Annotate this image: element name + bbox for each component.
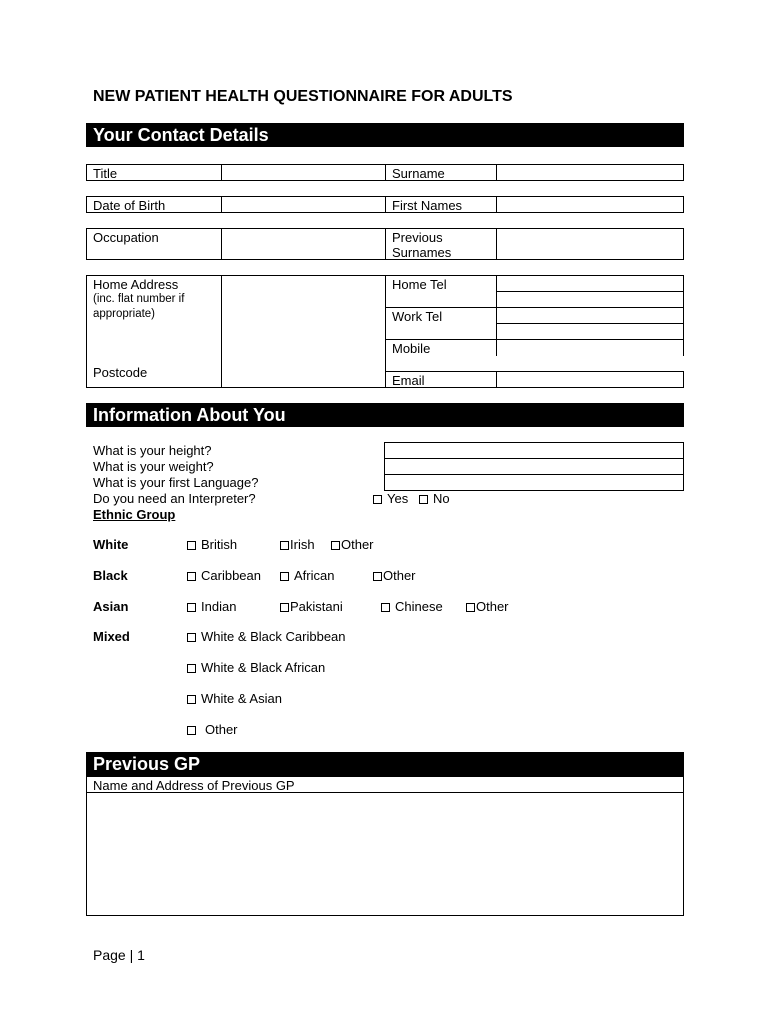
mixed-white-black-caribbean-option[interactable] [187, 629, 346, 644]
interpreter-no-option[interactable] [419, 491, 450, 506]
checkbox-icon[interactable] [280, 572, 289, 581]
option-label: Caribbean [201, 568, 261, 583]
option-label: British [201, 537, 238, 552]
previous-gp-label: Name and Address of Previous GP [93, 778, 295, 793]
title-label: Title [93, 166, 118, 181]
checkbox-icon[interactable] [373, 495, 382, 504]
checkbox-icon[interactable] [187, 603, 196, 612]
option-label: Irish [290, 537, 315, 552]
page-number: Page | 1 [93, 947, 145, 963]
first-names-label: First Names [392, 198, 463, 213]
white-irish-option[interactable] [280, 537, 315, 552]
ethnic-white-label: White [93, 537, 129, 552]
checkbox-icon[interactable] [187, 541, 196, 550]
dob-label-cell [86, 196, 222, 213]
checkbox-icon[interactable] [187, 633, 196, 642]
weight-question: What is your weight? [93, 459, 214, 474]
option-label: Other [341, 537, 374, 552]
title-field[interactable] [221, 164, 386, 181]
option-label: African [294, 568, 335, 583]
black-caribbean-option[interactable] [187, 568, 261, 583]
phone-block-rule [496, 323, 684, 324]
previous-surnames-label-line2: Surnames [392, 245, 452, 260]
interpreter-yes-option[interactable] [373, 491, 408, 506]
asian-other-option[interactable] [466, 599, 509, 614]
surname-label-cell [385, 164, 497, 181]
checkbox-icon[interactable] [373, 572, 382, 581]
email-label: Email [392, 373, 425, 388]
checkbox-icon[interactable] [280, 603, 289, 612]
option-label: Chinese [395, 599, 443, 614]
option-label: White & Black African [201, 660, 326, 675]
checkbox-icon[interactable] [466, 603, 475, 612]
occupation-field[interactable] [221, 228, 386, 260]
checkbox-icon[interactable] [331, 541, 340, 550]
ethnic-asian-label: Asian [93, 599, 129, 614]
checkbox-icon[interactable] [187, 726, 196, 735]
occupation-label: Occupation [93, 230, 159, 245]
email-label-cell [385, 371, 497, 388]
dob-field[interactable] [221, 196, 386, 213]
work-tel-label: Work Tel [392, 309, 443, 324]
option-label: White & Asian [201, 691, 282, 706]
height-question: What is your height? [93, 443, 212, 458]
previous-surnames-label-line1: Previous [392, 230, 443, 245]
home-tel-field[interactable] [497, 276, 683, 291]
email-field[interactable] [496, 371, 684, 388]
previous-surnames-field[interactable] [496, 228, 684, 260]
checkbox-icon[interactable] [187, 572, 196, 581]
black-african-option[interactable] [280, 568, 334, 583]
surname-field[interactable] [496, 164, 684, 181]
option-label: Indian [201, 599, 237, 614]
checkbox-icon[interactable] [187, 664, 196, 673]
home-address-label-cell [86, 275, 222, 388]
height-field[interactable] [384, 442, 684, 459]
no-label: No [433, 491, 450, 506]
section-header-previous-gp: Previous GP [86, 752, 684, 776]
postcode-label: Postcode [93, 365, 148, 380]
black-other-option[interactable] [373, 568, 416, 583]
mobile-field[interactable] [497, 340, 683, 355]
first-names-field[interactable] [496, 196, 684, 213]
surname-label: Surname [392, 166, 445, 181]
checkbox-icon[interactable] [419, 495, 428, 504]
asian-chinese-option[interactable] [381, 599, 443, 614]
ethnic-mixed-label: Mixed [93, 629, 130, 644]
language-question: What is your first Language? [93, 475, 259, 490]
mixed-white-asian-option[interactable] [187, 691, 282, 706]
dob-label: Date of Birth [93, 198, 166, 213]
ethnic-black-label: Black [93, 568, 128, 583]
option-label: White & Black Caribbean [201, 629, 346, 644]
option-label: Pakistani [290, 599, 343, 614]
ethnic-group-heading: Ethnic Group [93, 507, 176, 522]
asian-pakistani-option[interactable] [280, 599, 343, 614]
work-tel-field[interactable] [497, 308, 683, 323]
mixed-white-black-african-option[interactable] [187, 660, 325, 675]
page-title: NEW PATIENT HEALTH QUESTIONNAIRE FOR ADULTS [93, 88, 513, 105]
previous-surnames-label-cell [385, 228, 497, 260]
section-header-contact: Your Contact Details [86, 123, 684, 147]
asian-indian-option[interactable] [187, 599, 236, 614]
previous-gp-label-cell [86, 776, 684, 793]
white-british-option[interactable] [187, 537, 237, 552]
checkbox-icon[interactable] [381, 603, 390, 612]
checkbox-icon[interactable] [187, 695, 196, 704]
mixed-other-option[interactable] [187, 722, 238, 737]
option-label: Other [383, 568, 416, 583]
white-other-option[interactable] [331, 537, 374, 552]
title-label-cell [86, 164, 222, 181]
occupation-label-cell [86, 228, 222, 260]
mobile-label: Mobile [392, 341, 431, 356]
home-address-field[interactable] [221, 275, 386, 388]
phone-block-right-border [683, 275, 684, 356]
language-field[interactable] [384, 474, 684, 491]
first-names-label-cell [385, 196, 497, 213]
section-header-about: Information About You [86, 403, 684, 427]
home-address-label: Home Address [93, 277, 179, 292]
option-label: Other [205, 722, 238, 737]
yes-label: Yes [387, 491, 409, 506]
checkbox-icon[interactable] [280, 541, 289, 550]
weight-field[interactable] [384, 458, 684, 475]
home-address-note-line2: appropriate) [93, 308, 156, 320]
home-address-note-line1: (inc. flat number if [93, 293, 185, 305]
previous-gp-field[interactable] [86, 792, 684, 916]
home-tel-label: Home Tel [392, 277, 447, 292]
interpreter-question: Do you need an Interpreter? [93, 491, 256, 506]
option-label: Other [476, 599, 509, 614]
phone-block-rule [496, 291, 684, 292]
